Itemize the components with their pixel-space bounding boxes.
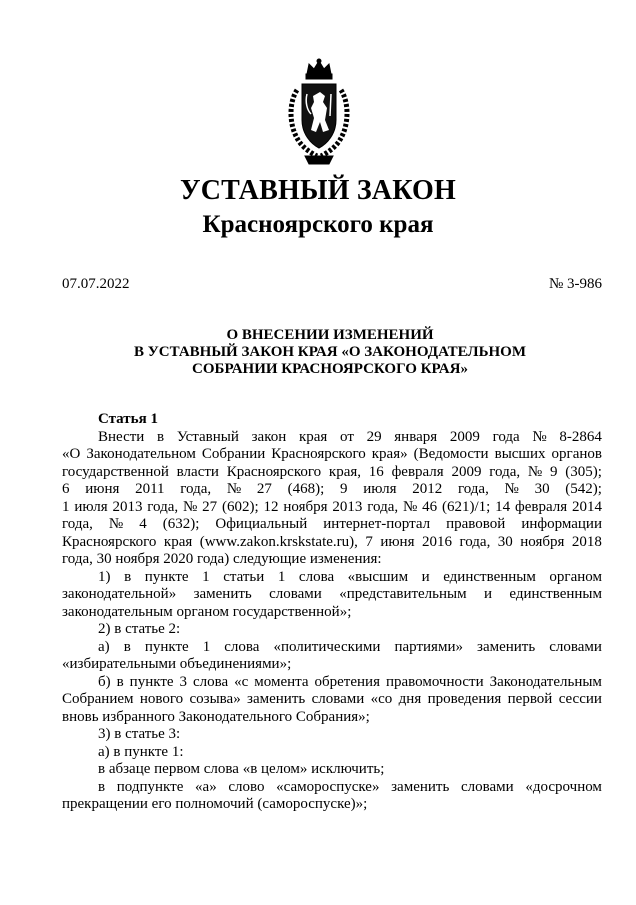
- law-heading: [80, 327, 580, 378]
- krasnoyarsk-coat-of-arms-icon: [283, 58, 355, 170]
- document-date: 07.07.2022: [62, 276, 130, 292]
- text-line: государственной власти Красноярского края, 16 февраля 2009 года, № 9 (305);: [62, 463, 602, 480]
- text-line: «избирательными объединениями»;: [62, 656, 292, 672]
- law-heading-line: В УСТАВНЫЙ ЗАКОН КРАЯ «О ЗАКОНОДАТЕЛЬНОМ: [133, 344, 527, 360]
- text-line: законодательной» заменить словами «представительным и единственным: [62, 586, 602, 602]
- text-line: вновь избранного Законодательного Собрания»;: [62, 708, 370, 725]
- text-line: прекращении его полномочий (самороспуске)»;: [62, 796, 368, 812]
- text-line: 1 июля 2013 года, № 27 (602); 12 ноября 2013 года, № 46 (621)/1; 14 февраля 2014: [62, 498, 602, 515]
- article-body: [62, 411, 602, 814]
- text-line: 2) в статье 2:: [98, 621, 181, 637]
- text-line: б) в пункте 3 слова «с момента обретения правомочности Законодательным: [98, 673, 602, 690]
- text-line: законодательным органом государственной»;: [62, 603, 352, 620]
- text-line: в абзаце первом слова «в целом» исключить;: [98, 761, 385, 777]
- text-line: 3) в статье 3:: [98, 726, 181, 742]
- text-line: года, 30 ноября 2020 года) следующие изменения:: [62, 551, 382, 567]
- text-line: Внести в Уставный закон края от 29 января 2009 года № 8-2864: [98, 428, 602, 445]
- text-line: 1) в пункте 1 статьи 1 слова «высшим и единственным органом: [98, 568, 602, 585]
- text-line: 6 июня 2011 года, № 27 (468); 9 июля 2012 года, № 30 (542);: [62, 481, 602, 497]
- document-number: № 3-986: [548, 276, 602, 292]
- text-line: Собранием нового созыва» заменить словами «со дня проведения первой сессии: [62, 691, 602, 707]
- text-line: а) в пункте 1 слова «политическими партиями» заменить словами: [98, 638, 602, 655]
- article-title: Статья 1: [98, 411, 158, 427]
- text-line: Красноярского края (www.zakon.krskstate.ru), 7 июня 2016 года, 30 ноября 2018: [62, 533, 602, 550]
- text-line: «О Законодательном Собрании Красноярского края» (Ведомости высших органов: [62, 446, 602, 462]
- text-line: а) в пункте 1:: [98, 743, 184, 760]
- text-line: года, № 4 (632); Официальный интернет-портал правовой информации: [62, 516, 602, 532]
- document-subtitle: Красноярского края: [202, 211, 434, 238]
- text-line: в подпункте «а» слово «самороспуске» заменить словами «досрочном: [98, 778, 602, 795]
- law-heading-line: О ВНЕСЕНИИ ИЗМЕНЕНИЙ: [226, 327, 434, 343]
- law-heading-line: СОБРАНИИ КРАСНОЯРСКОГО КРАЯ»: [192, 361, 468, 377]
- document-title: УСТАВНЫЙ ЗАКОН: [180, 175, 456, 206]
